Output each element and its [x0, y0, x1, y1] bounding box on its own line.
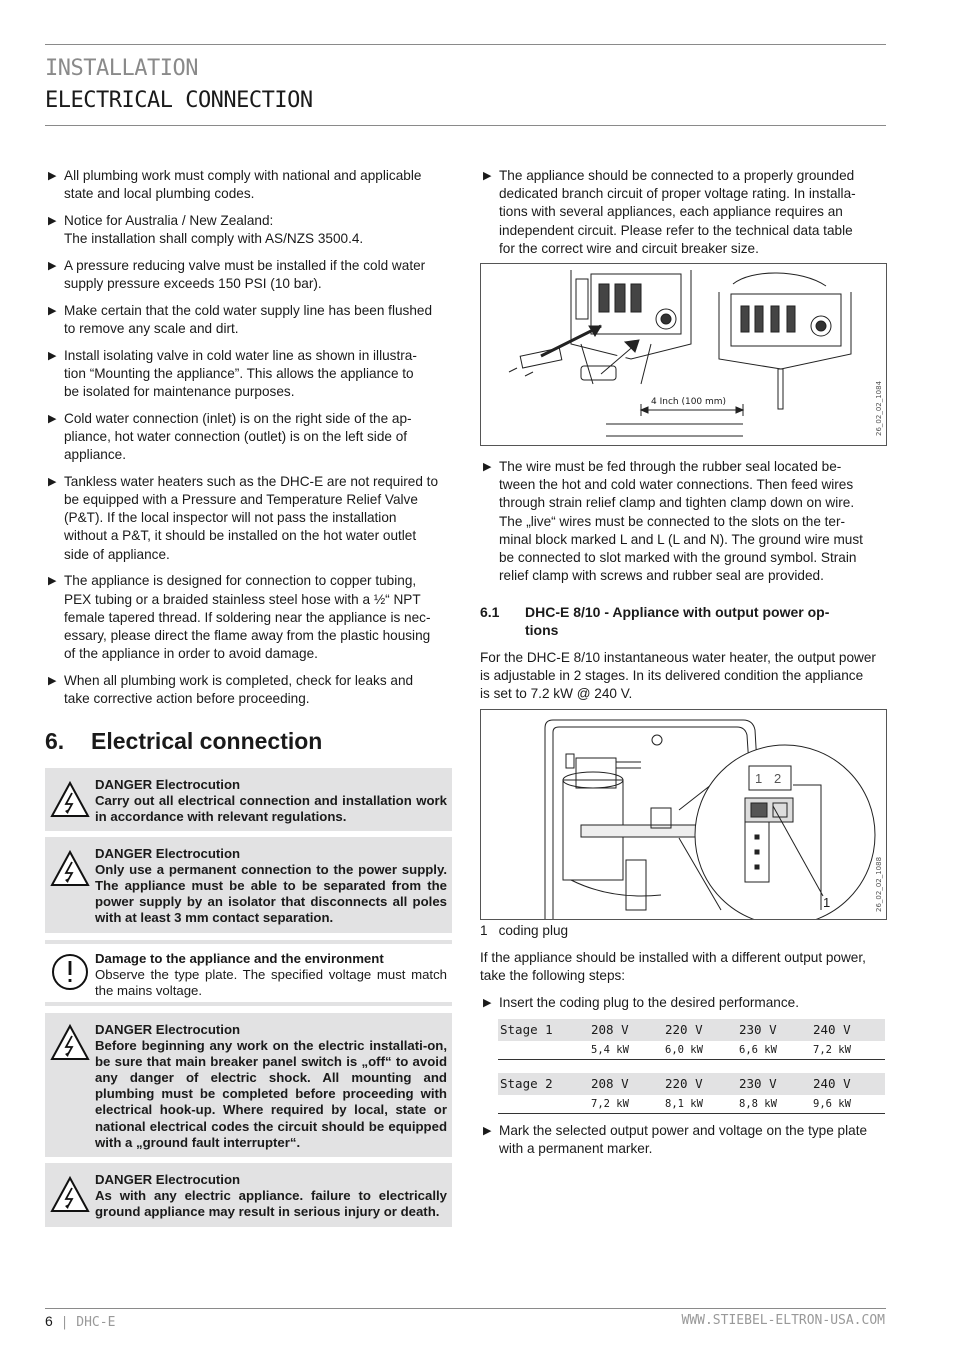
power-cell: 6,6 kW [739, 1041, 813, 1059]
bullet-arrow-icon: ▶ [48, 170, 57, 182]
list-item: ▶ Insert the coding plug to the desired performance. [480, 994, 885, 1012]
stage-label: Stage 2 [500, 1076, 553, 1091]
stage-1-table [498, 1019, 885, 1060]
list-item: ▶ A pressure reducing valve must be installed if the cold water supply pressure exceeds 150 PSI (10 bar). [48, 257, 426, 292]
insert-plug-bullet [480, 994, 885, 1021]
subsection-title-line1: DHC-E 8/10 - Appliance with output power op- [525, 604, 830, 620]
electrocution-warning-icon [50, 780, 90, 820]
list-item: ▶ When all plumbing work is completed, check for leaks and take corrective action before proceeding. [48, 672, 414, 707]
bullet-arrow-icon: ▶ [48, 259, 57, 272]
bullet-arrow-icon: ▶ [48, 475, 57, 488]
bullet-arrow-icon: ▶ [48, 304, 57, 317]
subsection-intro: For the DHC-E 8/10 instantaneous water heater, the output power is adjustable in 2 stages. In its delivered condition the appliance is set to 7.2 kW @ 240 V. [480, 650, 876, 702]
left-bullet-list [45, 167, 455, 717]
bullet-arrow-icon: ▶ [48, 349, 57, 362]
voltage-cell: 208 V [591, 1022, 629, 1037]
stage-2-table [498, 1073, 885, 1114]
list-item: ▶ The wire must be fed through the rubber seal located be- tween the hot and cold water connections. Then feed wires through strain relief clamp and tighten clamp down on wire. The „live“ wires must be connected to the slots on the ter- minal block marked L and L (L and N). The ground wire must be connected to slot marked with the ground symbol. Strain relief clamp with screws and rubber seal are provided. [483, 459, 863, 584]
voltage-cell: 240 V [813, 1076, 851, 1091]
power-cell: 8,8 kW [739, 1095, 813, 1113]
coding-plug-drawing [481, 710, 886, 919]
plug-label-1: 1 [755, 771, 763, 786]
list-item: ▶ Mark the selected output power and voltage on the type plate with a permanent marker. [483, 1123, 868, 1157]
coding-plug-illustration [480, 709, 887, 920]
list-item: ▶ Install isolating valve in cold water line as shown in illustra- tion “Mounting the appliance”. This allows the appliance to be isolated for maintenance purposes. [48, 347, 417, 400]
subsection-number: 6.1 [480, 604, 500, 620]
list-item: ▶ Make certain that the cold water supply line has been flushed to remove any scale and dirt. [48, 302, 433, 336]
list-item: ▶ The appliance should be connected to a properly grounded dedicated branch circuit of proper voltage rating. In installa- tions with several appliances, each appliance requires an independent circuit. Please refer to the technical data table for the correct wire and circuit breaker size. [483, 168, 856, 256]
section-heading [45, 728, 322, 755]
figure-code: 26_02_02_1084 [875, 380, 883, 436]
voltage-cell: 240 V [813, 1022, 851, 1037]
exclamation-icon [50, 952, 90, 992]
voltage-cell: 208 V [591, 1076, 629, 1091]
footer-url: WWW.STIEBEL-ELTRON-USA.COM [681, 1313, 885, 1328]
bullet-arrow-icon: ▶ [48, 575, 57, 588]
material-damage-box: Damage to the appliance and the environment Observe the type plate. The specified voltage must match the mains voltage. [45, 940, 452, 1006]
mark-type-plate-bullet [480, 1122, 885, 1167]
power-cell: 7,2 kW [813, 1041, 885, 1059]
right-bullet-2 [480, 458, 885, 594]
bullet-arrow-icon: ▶ [48, 412, 57, 425]
plug-label-2: 2 [774, 771, 782, 786]
section-title: Electrical connection [91, 728, 323, 754]
power-cell: 7,2 kW [591, 1095, 665, 1113]
doc-name: DHC-E [76, 1315, 116, 1330]
power-cell: 9,6 kW [813, 1095, 885, 1113]
subsection-heading [480, 604, 885, 639]
danger-box: DANGER Electrocution Only use a permanent connection to the power supply. The appliance must be able to be separated from the power supply by an isolator that disconnects all poles with at least 3 mm contact separation. [45, 837, 452, 933]
power-cell: 8,1 kW [665, 1095, 739, 1113]
page-number: 6 [45, 1313, 53, 1329]
appliance-wiring-drawing [481, 264, 886, 445]
list-item: ▶ The appliance is designed for connection to copper tubing, PEX tubing or a braided stainless steel hose with a ½“ NPT female tapered thread. If soldering near the appliance is nec- essary, please direct the flame away from the plastic housing of the appliance in order to avoid damage. [48, 573, 431, 662]
danger-box: DANGER Electrocution Before beginning any work on the electric installati-on, be sure that main breaker panel switch is „off“ to avoid any danger of electric shock. All mounting and plumbing must be completed before proceeding with electrical hook-up. Where required by local, state or national electrical codes the circuit should be equipped with a „ground fault interrupter“. [45, 1013, 452, 1157]
callout-number: 1 [823, 895, 831, 910]
list-item: ▶ Notice for Australia / New Zealand: The installation shall comply with AS/NZS 3500.4. [48, 212, 364, 247]
voltage-cell: 220 V [665, 1076, 703, 1091]
bullet-arrow-icon: ▶ [483, 170, 492, 182]
power-cell: 5,4 kW [591, 1041, 665, 1059]
electrocution-warning-icon [50, 849, 90, 889]
footer-rule [45, 1308, 886, 1309]
figure-caption [480, 922, 885, 940]
list-item: ▶ Cold water connection (inlet) is on the right side of the ap- pliance, hot water connection (outlet) is on the left side of appliance. [48, 410, 412, 463]
list-item: ▶ All plumbing work must comply with national and applicable state and local plumbing codes. [48, 168, 422, 202]
caption-number: 1 [480, 923, 488, 938]
bullet-arrow-icon: ▶ [483, 1125, 492, 1137]
voltage-cell: 230 V [739, 1076, 777, 1091]
danger-box: DANGER Electrocution As with any electric appliance. failure to electrically ground appliance may result in serious injury or death. [45, 1163, 452, 1227]
header-section: INSTALLATION [45, 56, 198, 81]
steps-intro: If the appliance should be installed with a different output power, take the following steps: [480, 950, 866, 984]
section-number: 6. [45, 728, 65, 754]
wiring-illustration [480, 263, 887, 446]
list-item: ▶ Tankless water heaters such as the DHC-E are not required to be equipped with a Pressure and Temperature Relief Valve (P&T). If the local inspector will not pass the installation without a P&T, it should be installed on the hot water outlet side of appliance. [48, 473, 439, 562]
subsection-title-line2: tions [525, 621, 559, 638]
danger-box: DANGER Electrocution Carry out all electrical connection and installation work in accordance with relevant regulations. [45, 768, 452, 831]
figure-code: 26_02_02_1088 [875, 856, 883, 912]
bullet-arrow-icon: ▶ [48, 214, 57, 227]
voltage-cell: 220 V [665, 1022, 703, 1037]
right-bullet-1 [480, 167, 885, 267]
voltage-cell: 230 V [739, 1022, 777, 1037]
electrocution-warning-icon [50, 1175, 90, 1215]
header-subsection: ELECTRICAL CONNECTION [45, 88, 313, 113]
header-top-rule [45, 44, 886, 45]
bullet-arrow-icon: ▶ [48, 674, 57, 687]
bullet-arrow-icon: ▶ [483, 997, 492, 1009]
caption-text: coding plug [498, 923, 569, 938]
footer-separator: | [60, 1315, 69, 1330]
dimension-label: 4 Inch (100 mm) [651, 397, 727, 407]
power-cell: 6,0 kW [665, 1041, 739, 1059]
footer-left [45, 1313, 115, 1330]
stage-label: Stage 1 [500, 1022, 553, 1037]
bullet-arrow-icon: ▶ [483, 461, 492, 473]
header-bottom-rule [45, 125, 886, 126]
electrocution-warning-icon [50, 1023, 90, 1063]
